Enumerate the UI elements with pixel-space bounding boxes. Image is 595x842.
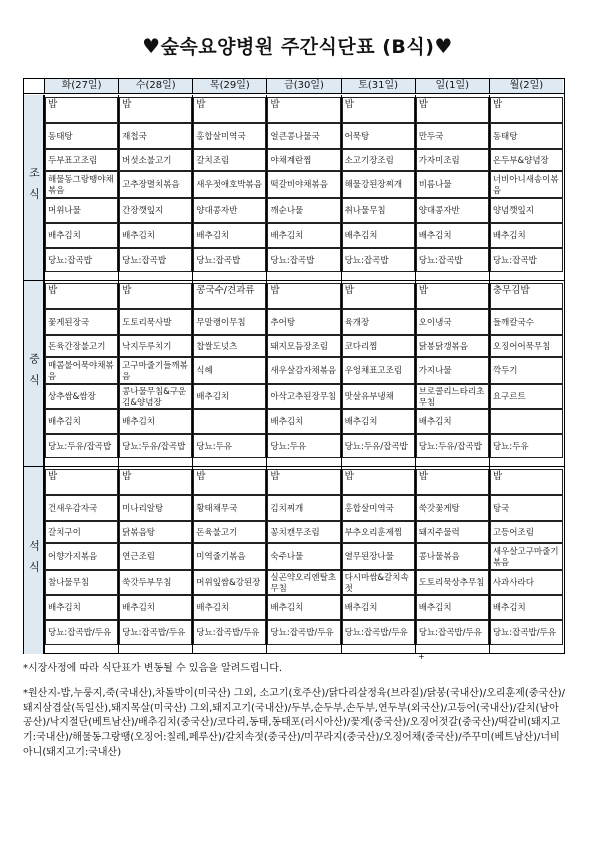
menu-cell: 새우살고구마줄기볶음 [490,543,563,570]
menu-cell: 밥 [416,283,489,309]
menu-cell: 당뇨:잡곡밥/두유 [193,620,266,645]
menu-cell: 찹쌀도넛츠 [193,335,266,357]
menu-cell: 오징어어묵무침 [490,335,563,357]
notes [23,662,568,771]
day-column [489,467,563,654]
menu-cell: 가지나물 [416,357,489,384]
menu-cell: 미나리알탕 [119,495,192,521]
menu-cell: 돈육불고기 [193,521,266,543]
menu-cell: 배추김치 [490,223,563,248]
meal-section [24,467,564,654]
menu-cell: 밥 [342,469,415,495]
menu-cell: 배추김치 [342,223,415,248]
day-column [341,281,415,466]
menu-cell: 쑥갓두부무침 [119,570,192,595]
menu-cell: 배추김치 [416,595,489,620]
menu-cell: 당뇨:잡곡밥/두유 [342,620,415,645]
menu-cell: 당뇨:잡곡밥 [193,248,266,272]
header-corner [24,79,44,93]
menu-cell: 도토리묵상추무침 [416,570,489,595]
menu-cell: 코다리찜 [342,335,415,357]
menu-cell: 머위나물 [45,198,118,223]
menu-cell: 밥 [342,97,415,123]
menu-cell: 아삭고추된장무침 [267,384,340,409]
menu-cell: 밥 [193,469,266,495]
day-column [118,467,192,654]
menu-cell: 배추김치 [267,409,340,434]
menu-cell: 홍합살미역국 [342,495,415,521]
menu-cell: 꽃게된장국 [45,309,118,335]
day-header: 토(31일) [341,79,415,93]
menu-cell: 들깨칼국수 [490,309,563,335]
day-column [489,95,563,280]
menu-cell: 미역줄기볶음 [193,543,266,570]
menu-cell: 배추김치 [45,595,118,620]
weekly-menu-table [23,78,565,654]
day-header: 목(29일) [192,79,266,93]
menu-cell: 우엉채표고조림 [342,357,415,384]
menu-cell: 양념깻잎지 [490,198,563,223]
menu-cell: 연근조림 [119,543,192,570]
menu-cell: 당뇨:두유/잡곡밥 [45,434,118,458]
menu-cell: 오이냉국 [416,309,489,335]
menu-cell: 밥 [267,97,340,123]
menu-cell: 식혜 [193,357,266,384]
menu-cell: 동태탕 [45,123,118,149]
menu-cell: 밥 [267,469,340,495]
menu-cell: 밥 [119,283,192,309]
menu-cell: 떡갈비야채볶음 [267,171,340,198]
menu-cell: 당뇨:잡곡밥/두유 [45,620,118,645]
menu-cell: 배추김치 [119,409,192,434]
menu-cell: 요구르트 [490,384,563,409]
menu-cell: 당뇨:잡곡밥 [267,248,340,272]
menu-cell: 돼지주물럭 [416,521,489,543]
menu-cell: 밥 [416,97,489,123]
menu-cell: 온두부&양념장 [490,149,563,171]
menu-cell: 어묵탕 [342,123,415,149]
menu-cell: 돈육간장불고기 [45,335,118,357]
day-column [489,281,563,466]
menu-cell: 갈치조림 [193,149,266,171]
menu-cell: 고구마줄기들깨볶음 [119,357,192,384]
menu-cell: 당뇨:두유 [193,434,266,458]
menu-cell: 충무김밥 [490,283,563,309]
menu-cell: 맛살유부냉채 [342,384,415,409]
menu-cell: 배추김치 [416,409,489,434]
menu-cell: 밥 [342,283,415,309]
menu-cell: 밥 [490,97,563,123]
meal-label-text: 중식 [27,352,41,395]
menu-cell: 브로콜리느타리초무침 [416,384,489,409]
meal-label-text: 조식 [27,166,41,209]
menu-cell: 깍두기 [490,357,563,384]
menu-cell: 비름나물 [416,171,489,198]
day-column [415,281,489,466]
menu-cell: 야채계란찜 [267,149,340,171]
menu-cell: 소고기장조림 [342,149,415,171]
menu-cell: 닭볶음탕 [119,521,192,543]
menu-cell: 배추김치 [193,595,266,620]
menu-cell: 밥 [45,283,118,309]
menu-cell: 당뇨:잡곡밥/두유 [416,620,489,645]
meal-section [24,281,564,467]
menu-cell: 실곤약오리엔탈초무침 [267,570,340,595]
meal-label [24,467,44,654]
menu-cell: 밥 [490,469,563,495]
menu-cell: 배추김치 [45,409,118,434]
meal-section [24,95,564,281]
menu-cell: 고등어조림 [490,521,563,543]
menu-cell: 가자미조림 [416,149,489,171]
menu-cell: 황태채무국 [193,495,266,521]
menu-cell: 닭봉닭갱볶음 [416,335,489,357]
menu-cell: 돼지모듬장조림 [267,335,340,357]
menu-cell: 배추김치 [342,595,415,620]
menu-cell: 당뇨:두유/잡곡밥 [342,434,415,458]
day-column [118,95,192,280]
menu-cell: 밥 [193,97,266,123]
menu-cell: 다시마쌈&갈치속젓 [342,570,415,595]
menu-cell: 추어탕 [267,309,340,335]
day-header: 일(1일) [415,79,489,93]
menu-cell: 당뇨:두유/잡곡밥 [416,434,489,458]
page-title-text: 숲속요양병원 주간식단표 (B식) [160,36,435,58]
menu-cell: 당뇨:두유 [490,434,563,458]
day-column [192,95,266,280]
menu-cell: 배추김치 [45,223,118,248]
menu-cell: 배추김치 [193,384,266,409]
menu-cell: 양대콩자반 [193,198,266,223]
menu-cell: 새우살감자채볶음 [267,357,340,384]
menu-cell: 콩국수/견과류 [193,283,266,309]
menu-cell: 배추김치 [342,409,415,434]
menu-cell: 부추오리훈제찜 [342,521,415,543]
menu-cell: 밥 [119,97,192,123]
menu-cell: 쑥갓꽃게탕 [416,495,489,521]
day-header: 월(2일) [489,79,563,93]
menu-cell: 새우젓애호박볶음 [193,171,266,198]
menu-cell: 두부표고조림 [45,149,118,171]
menu-cell: 배추김치 [267,223,340,248]
menu-cell: 밥 [267,283,340,309]
menu-cell: 배추김치 [416,223,489,248]
menu-cell: 당뇨:잡곡밥 [45,248,118,272]
menu-cell: 간장깻잎지 [119,198,192,223]
menu-cell: 탕국 [490,495,563,521]
menu-cell: 해물강된장찌개 [342,171,415,198]
menu-cell: 당뇨:잡곡밥 [119,248,192,272]
menu-cell: 배추김치 [193,223,266,248]
menu-cell: 낙지두루치기 [119,335,192,357]
menu-cell: 머위잎쌈&강된장 [193,570,266,595]
day-column [44,95,118,280]
menu-cell: 당뇨:잡곡밥/두유 [267,620,340,645]
menu-cell: 배추김치 [119,223,192,248]
menu-cell: 상추쌈&쌈장 [45,384,118,409]
menu-cell: 홍합살미역국 [193,123,266,149]
menu-cell: 꽁치캔무조림 [267,521,340,543]
day-column [266,281,340,466]
day-column [44,467,118,654]
stray-mark: + [418,652,425,661]
change-notice: *시장사정에 따라 식단표가 변동될 수 있음을 알려드립니다. [23,663,283,674]
menu-cell: 열무된장나물 [342,543,415,570]
menu-cell: 배추김치 [267,595,340,620]
menu-cell: 당뇨:잡곡밥 [416,248,489,272]
heart-icon: ♥ [142,34,161,58]
day-header: 수(28일) [118,79,192,93]
menu-cell: 만두국 [416,123,489,149]
meal-label-text: 석식 [27,539,41,582]
menu-cell: 콩나물무침&구운김&양념장 [119,384,192,409]
day-header: 금(30일) [266,79,340,93]
menu-cell: 깨순나물 [267,198,340,223]
day-column [266,95,340,280]
page-title [0,32,595,59]
day-column [415,467,489,654]
menu-cell: 양대콩자반 [416,198,489,223]
menu-cell: 당뇨:잡곡밥 [342,248,415,272]
menu-cell [193,409,266,434]
menu-cell: 배추김치 [119,595,192,620]
menu-cell: 무말랭이무침 [193,309,266,335]
meal-label [24,281,44,466]
menu-cell: 육개장 [342,309,415,335]
day-column [341,95,415,280]
menu-cell: 당뇨:잡곡밥 [490,248,563,272]
menu-cell: 사과사라다 [490,570,563,595]
day-column [341,467,415,654]
menu-cell: 참나물무침 [45,570,118,595]
menu-cell: 배추김치 [490,595,563,620]
menu-cell: 갈치구이 [45,521,118,543]
menu-cell: 김치찌개 [267,495,340,521]
day-header-row [24,79,564,94]
meal-label [24,95,44,280]
menu-cell: 밥 [119,469,192,495]
menu-cell: 너비아니새송이볶음 [490,171,563,198]
day-column [415,95,489,280]
day-column [44,281,118,466]
menu-cell: 당뇨:두유 [267,434,340,458]
menu-cell: 동태탕 [490,123,563,149]
menu-cell: 매콤불어묵야채볶음 [45,357,118,384]
day-column [118,281,192,466]
menu-cell: 고추장멸치볶음 [119,171,192,198]
menu-cell: 어향가지볶음 [45,543,118,570]
menu-cell: 재첩국 [119,123,192,149]
menu-cell: 밥 [45,469,118,495]
day-header: 화(27일) [44,79,118,93]
day-column [266,467,340,654]
menu-cell: 도토리묵사발 [119,309,192,335]
menu-cell: 버섯소불고기 [119,149,192,171]
menu-cell: 건새우감자국 [45,495,118,521]
menu-cell: 콩나물볶음 [416,543,489,570]
menu-cell: 밥 [416,469,489,495]
origin-notice: *원산지-밥,누룽지,죽(국내산),차돌박이(미국산) 그외, 소고기(호주산)/닭다리살정육(브라질)/닭봉(국내산)/오리훈제(중국산)/돼지삼겹살(독일산),돼지목살(미국산) 그외,돼지고기(국내산)/두부,순두부,손두부,연두부(외국산)/고등어(국내산)/갈치(남아공산)/낙지절단(베트남산)/배추김치(중국산)/코다리,동태,동태포(러시아산)/꽃게(중국산)/오징어젓갈(중국산)/떡갈비(돼지고기:국내산)/해물동그랑땡(오징어:칠레,페루산)/갈치속젓(중국산)/미꾸라지(중국산)/오징어채(중국산)/주꾸미(베트남산)/너비아니(돼지고기:국내산) [23,687,565,758]
day-column [192,467,266,654]
menu-cell: 얼큰콩나물국 [267,123,340,149]
menu-cell: 취나물무침 [342,198,415,223]
menu-cell: 해물동그랑땡야채볶음 [45,171,118,198]
menu-cell: 당뇨:잡곡밥/두유 [490,620,563,645]
menu-cell [490,409,563,434]
heart-icon: ♥ [434,34,453,58]
menu-cell: 밥 [45,97,118,123]
menu-cell: 숙주나물 [267,543,340,570]
menu-cell: 당뇨:두유/잡곡밥 [119,434,192,458]
day-column [192,281,266,466]
menu-cell: 당뇨:잡곡밥/두유 [119,620,192,645]
